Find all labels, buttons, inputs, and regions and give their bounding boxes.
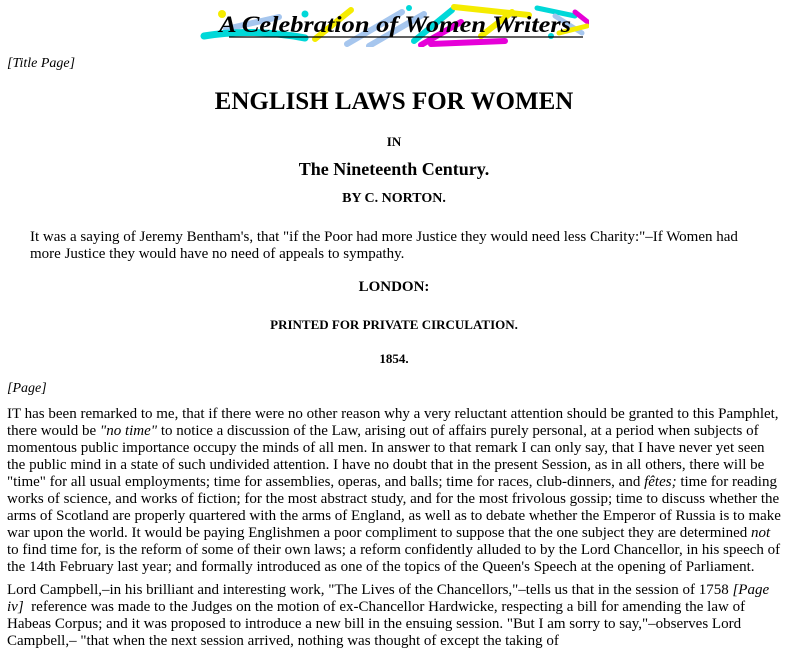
- site-banner: [0, 3, 788, 47]
- banner-graphic: [199, 3, 589, 47]
- page-marker: [Page]: [7, 380, 47, 396]
- imprint-printer: PRINTED FOR PRIVATE CIRCULATION.: [270, 316, 518, 332]
- celebration-banner-link[interactable]: [199, 3, 589, 52]
- body-paragraph-1: IT has been remarked to me, that if there were no other reason why a very reluctant attention should be granted to this Pamphlet, there would be "no time" to notice a discussion of the Law, arising out of affairs purely personal, at a period when subjects of momentous public importance occupy the minds of all men. In answer to that remark I can only say, that I have never yet seen the public mind in a state of such undivided attention. I have no doubt that in the present Session, as in all others, there will be "time" for all usual employments; time for assemblies, operas, and balls; time for races, club-dinners, and fêtes; time for reading works of science, and works of fiction; for the most abstract study, and for the most frivolous gossip; time to discuss whether the arms of Scotland are properly quartered with the arms of England, as well as to debate whether the Emperor of Russia is to make war upon the world. It would be paying Englishmen a poor compliment to suppose that the one subject they are determined not to find time for, is the reform of some of their own laws; a reform confidently alluded to by the Lord Chancellor, in his speech of the 14th February last year; and formally introduced as one of the topics of the Queen's Speech at the opening of Parliament.: [7, 405, 781, 575]
- page-subtitle: The Nineteenth Century.: [298, 158, 490, 179]
- author-byline: BY C. NORTON.: [342, 191, 446, 207]
- body-paragraph-2: Lord Campbell,–in his brilliant and interesting work, "The Lives of the Chancellors,"–tells us that in the session of 1758 [Page iv] reference was made to the Judges on the motion of ex-Chancellor Hardwicke, respecting a bill for amending the law of Habeas Corpus; and it was proposed to introduce a new bill in the ensuing session. "But I am sorry to say,"–observes Lord Campbell,– "that when the next session arrived, nothing was thought of except the taking of: [7, 581, 770, 649]
- title-page-marker: [Title Page]: [7, 56, 76, 71]
- banner-title: A Celebration of Women Writers: [216, 12, 572, 37]
- imprint-city: LONDON:: [358, 279, 430, 296]
- title-in-word: IN: [386, 133, 402, 149]
- epigraph-quote: It was a saying of Jeremy Bentham's, that "if the Poor had more Justice they would need less Charity:"–If Women had more Justice they would have no need of appeals to sympathy.: [30, 229, 738, 263]
- imprint-year: 1854.: [379, 350, 409, 366]
- page-title: ENGLISH LAWS FOR WOMEN: [214, 88, 574, 115]
